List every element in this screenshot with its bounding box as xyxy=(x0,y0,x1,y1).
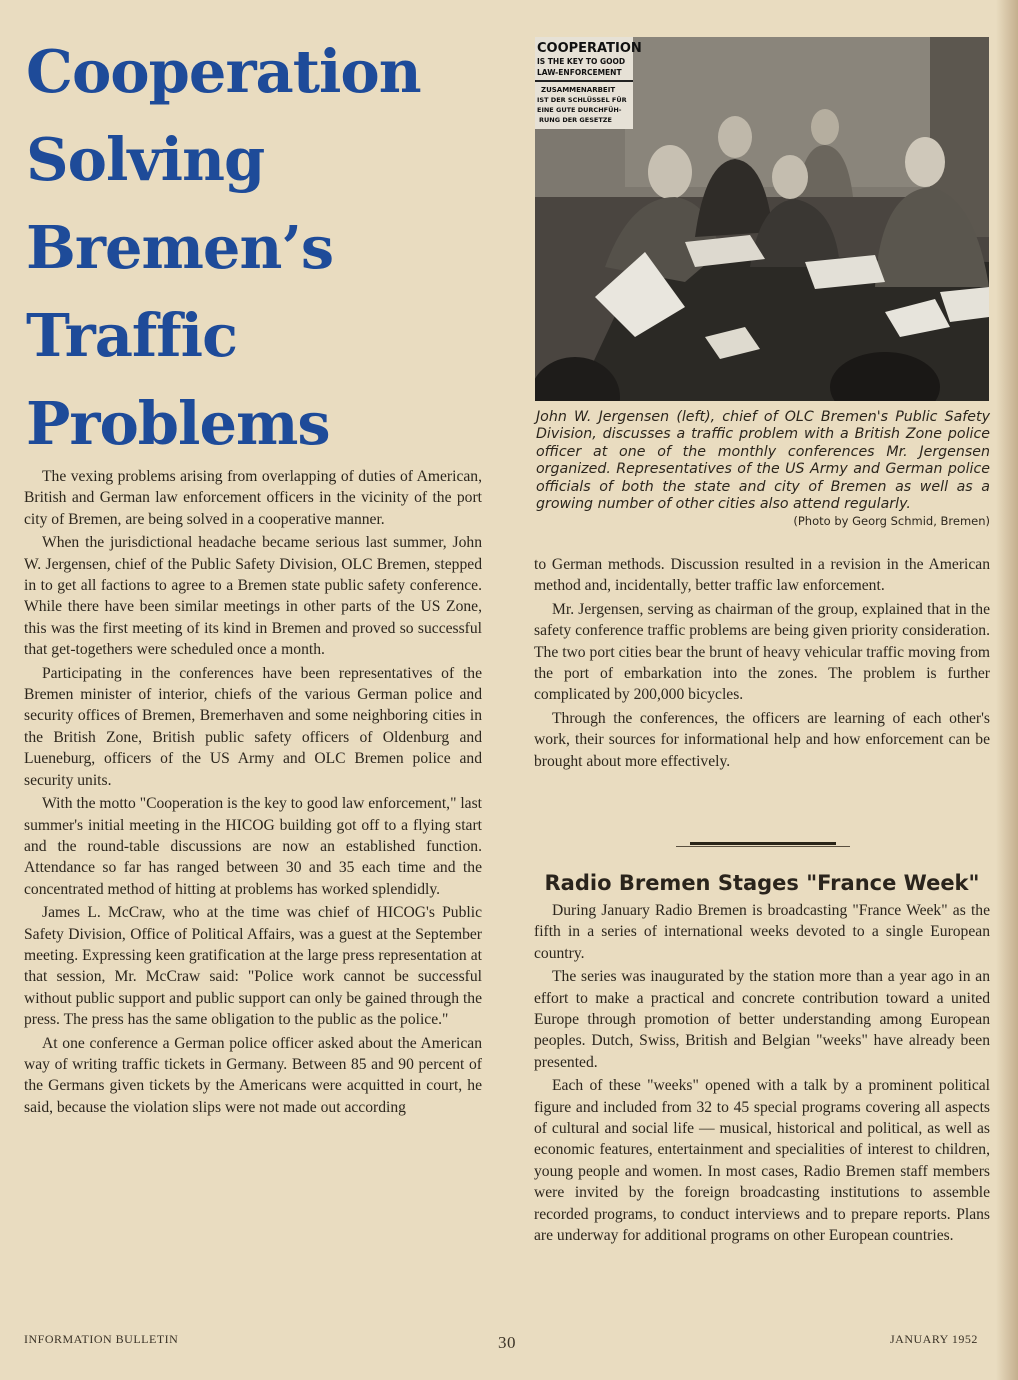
headline-line: Solving xyxy=(26,125,265,194)
page-number: 30 xyxy=(498,1333,516,1352)
article-paragraph: With the motto "Cooperation is the key to good law enforcement," last summer's initial meeting in the HICOG building got off to a flying start and the round-table discussions are now an established function. Attendance so far has ranged between 30 and 35 each time and the concentrated method of hitting at problems has worked splendidly. xyxy=(24,795,482,898)
meeting-photo-illustration xyxy=(535,37,989,401)
article-paragraph: The vexing problems arising from overlapping of duties of American, British and German law enforcement officers in the vicinity of the port city of Bremen, are being solved in a cooperative manner. xyxy=(24,468,482,528)
photo-caption xyxy=(536,409,990,531)
article-paragraph: to German methods. Discussion resulted in a revision in the American method and, incidentally, better traffic law enforcement. xyxy=(534,556,990,595)
article-paragraph: Mr. Jergensen, serving as chairman of the group, explained that in the safety conference traffic problems are being given priority consideration. The two port cities bear the brunt of heavy vehicular traffic moving from the port of embarkation into the zones. The problem is further complicated by 200,000 bicycles. xyxy=(534,600,990,704)
headline-line: Traffic xyxy=(26,301,238,370)
sign-text: LAW-ENFORCEMENT xyxy=(537,68,622,77)
article-paragraph: During January Radio Bremen is broadcasting "France Week" as the fifth in a series of international weeks devoted to a single European country. xyxy=(534,902,990,962)
photo-credit: (Photo by Georg Schmid, Bremen) xyxy=(793,514,990,529)
article-right-column xyxy=(534,554,990,774)
footer-date: JANUARY 1952 xyxy=(890,1332,978,1346)
sign-text: COOPERATION xyxy=(537,41,642,56)
person-figure xyxy=(718,116,752,158)
second-article-body xyxy=(534,900,990,1249)
person-figure xyxy=(772,155,808,199)
page-edge-shadow xyxy=(996,0,1018,1380)
headline-line: Cooperation xyxy=(26,37,421,106)
article-paragraph: At one conference a German police officer asked about the American way of writing traffic tickets in Germany. Between 85 and 90 percent of the Germans given tickets by the Americans were acquitted in court, he said, because the violation slips were not made out according xyxy=(24,1034,482,1116)
sign-text: EINE GUTE DURCHFÜH- xyxy=(537,106,622,114)
sign-text: RUNG DER GESETZE xyxy=(539,116,612,124)
headline-line: Problems xyxy=(26,389,330,458)
second-article-title: Radio Bremen Stages "France Week" xyxy=(544,871,980,895)
sign-text: IST DER SCHLÜSSEL FÜR xyxy=(537,96,627,104)
article-paragraph: Each of these "weeks" opened with a talk by a prominent political figure and included from 32 to 45 special programs covering all aspects of cultural and social life — musical, historical and political, as well as economic features, entertainment and specialities of interest to children, young people and women. In most cases, Radio Bremen staff members were invited by the foreign broadcasting institutions to assemble recorded programs, to conduct interviews and to prepare reports. Plans are underway for additional programs on other European countries. xyxy=(534,1077,990,1245)
article-paragraph: Participating in the conferences have been representatives of the Bremen minister of interior, chiefs of the various German police and security offices of Bremen, Bremerhaven and some neighboring cities in the British Zone, British public safety officers of Oldenburg and Lueneburg, officers of the US Army and OLC Bremen police and security units. xyxy=(24,664,482,789)
section-divider xyxy=(676,846,850,847)
sign-text: ZUSAMMENARBEIT xyxy=(541,86,616,94)
article-paragraph: When the jurisdictional headache became serious last summer, John W. Jergensen, chief of the Public Safety Division, OLC Bremen, stepped in to get all factions to agree to a Bremen state public safety conference. While there have been similar meetings in other parts of the US Zone, this was the first meeting of its kind in Bremen and proved so successful that get-togethers were scheduled once a month. xyxy=(24,534,482,659)
footer-publication: INFORMATION BULLETIN xyxy=(24,1332,179,1346)
meeting-photo xyxy=(535,37,989,401)
person-figure xyxy=(905,137,945,187)
section-divider xyxy=(690,842,836,845)
article-paragraph: The series was inaugurated by the station more than a year ago in an effort to make a practical and concrete contribution toward a united Europe through promotion of better understanding among European peoples. Dutch, Swiss, British and Belgian "weeks" have already been presented. xyxy=(534,968,990,1071)
article-paragraph: Through the conferences, the officers are learning of each other's work, their sources for informational help and how enforcement can be brought about more effectively. xyxy=(534,709,990,770)
caption-text: John W. Jergensen (left), chief of OLC Bremen's Public Safety Division, discusses a traffic problem with a British Zone police officer at one of the monthly conferences Mr. Jergensen organized. Representatives of the US Army and German police officials of both the state and city of Bremen as well as a growing number of other cities also attend regularly. xyxy=(536,409,990,513)
headline-line: Bremen’s xyxy=(26,213,334,282)
person-figure xyxy=(648,145,692,199)
article-left-column xyxy=(24,466,482,1120)
headline xyxy=(26,28,446,468)
article-paragraph: James L. McCraw, who at the time was chief of HICOG's Public Safety Division, Office of Political Affairs, was a guest at the September meeting. Expressing keen gratification at the large press representation at that session, Mr. McCraw said: "Police work cannot be successful without public support and public support can only be gained through the press. The press has the same obligation to the public as the police." xyxy=(24,904,482,1029)
person-figure xyxy=(811,109,839,145)
sign-text: IS THE KEY TO GOOD xyxy=(537,57,626,66)
